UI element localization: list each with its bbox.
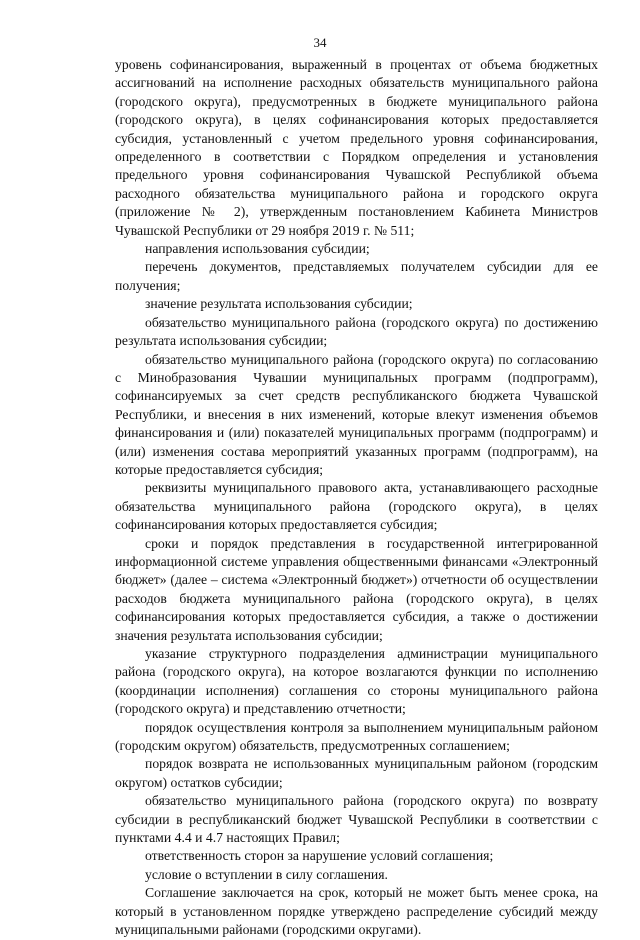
paragraph-liability: ответственность сторон за нарушение условий соглашения; [145, 848, 494, 864]
paragraph-refund-obligation: обязательство муниципального района (городского округа) по возврату субсидии в республиканский бюджет Чувашской Республики в соответствии с пунктами 4.4 и 4.7 настоящих Правил; [115, 793, 598, 846]
paragraph-result-obligation: обязательство муниципального района (городского округа) по достижению результата использования субсидии; [115, 314, 598, 349]
paragraph-program-approval: обязательство муниципального района (городского округа) по согласованию с Минобразования Чувашии муниципальных программ (подпрограмм), софинансируемых за счет средств республиканского бюджета Чувашской Республики, и внесения в них изменений, которые влекут изменения объемов финансирования и (или) показателей муниципальных программ (подпрограмм) и (или) изменения состава мероприятий указанных программ (подпрограмм), на которые предоставляется субсидия; [115, 351, 598, 477]
paragraph-cofinancing-level: уровень софинансирования, выраженный в процентах от объема бюджетных ассигнований на исполнение расходных обязательств муниципального района (городского округа), предусмотренных в бюджете муниципального района (городского округа), в целях софинансирования которых предоставляется субсидия, установленный с учетом предельного уровня софинансирования, определенного в соответствии с Порядком определения и установления предельного уровня софинансирования Чувашской Республикой объема расходного обязательства муниципального района и городского округа (приложение № 2), утвержденным постановлением Кабинета Министров Чувашской Республики от 29 ноября 2019 г. № 511; [115, 57, 598, 238]
paragraph-subsidy-directions: направления использования субсидии; [145, 241, 370, 257]
paragraph-refund-procedure: порядок возврата не использованных муниципальным районом (городским округом) остатков субсидии; [115, 756, 598, 790]
paragraph-legal-act-details: реквизиты муниципального правового акта, устанавливающего расходные обязательства муниципального района (городского округа), в целях софинансирования которых предоставляется субсидия; [115, 480, 598, 533]
paragraph-reporting-procedure: сроки и порядок представления в государственной интегрированной информационной системе управления общественными финансами «Электронный бюджет» (далее – система «Электронный бюджет») отчетности об осуществлении расходов бюджета муниципального района (городского округа), в целях софинансирования которых предоставляется субсидия, а также о достижении значения результата использования субсидии; [115, 535, 598, 643]
paragraph-entry-into-force: условие о вступлении в силу соглашения. [145, 866, 388, 882]
paragraph-control-procedure: порядок осуществления контроля за выполнением муниципальным районом (городским округом) обязательств, предусмотренных соглашением; [115, 719, 598, 754]
document-body [115, 56, 598, 940]
paragraph-result-value: значение результата использования субсидии; [145, 296, 413, 312]
paragraph-documents-list: перечень документов, представляемых получателем субсидии для ее получения; [115, 259, 598, 293]
paragraph-responsible-unit: указание структурного подразделения администрации муниципального района (городского округа), на которое возлагаются функции по исполнению (координации исполнения) соглашения со стороны муниципального района (городского округа) и представлению отчетности; [115, 646, 598, 717]
page-number: 34 [313, 35, 327, 50]
paragraph-agreement-term: Соглашение заключается на срок, который не может быть менее срока, на который в установленном порядке утверждено распределение субсидий между муниципальными районами (городскими округами). [115, 885, 598, 938]
